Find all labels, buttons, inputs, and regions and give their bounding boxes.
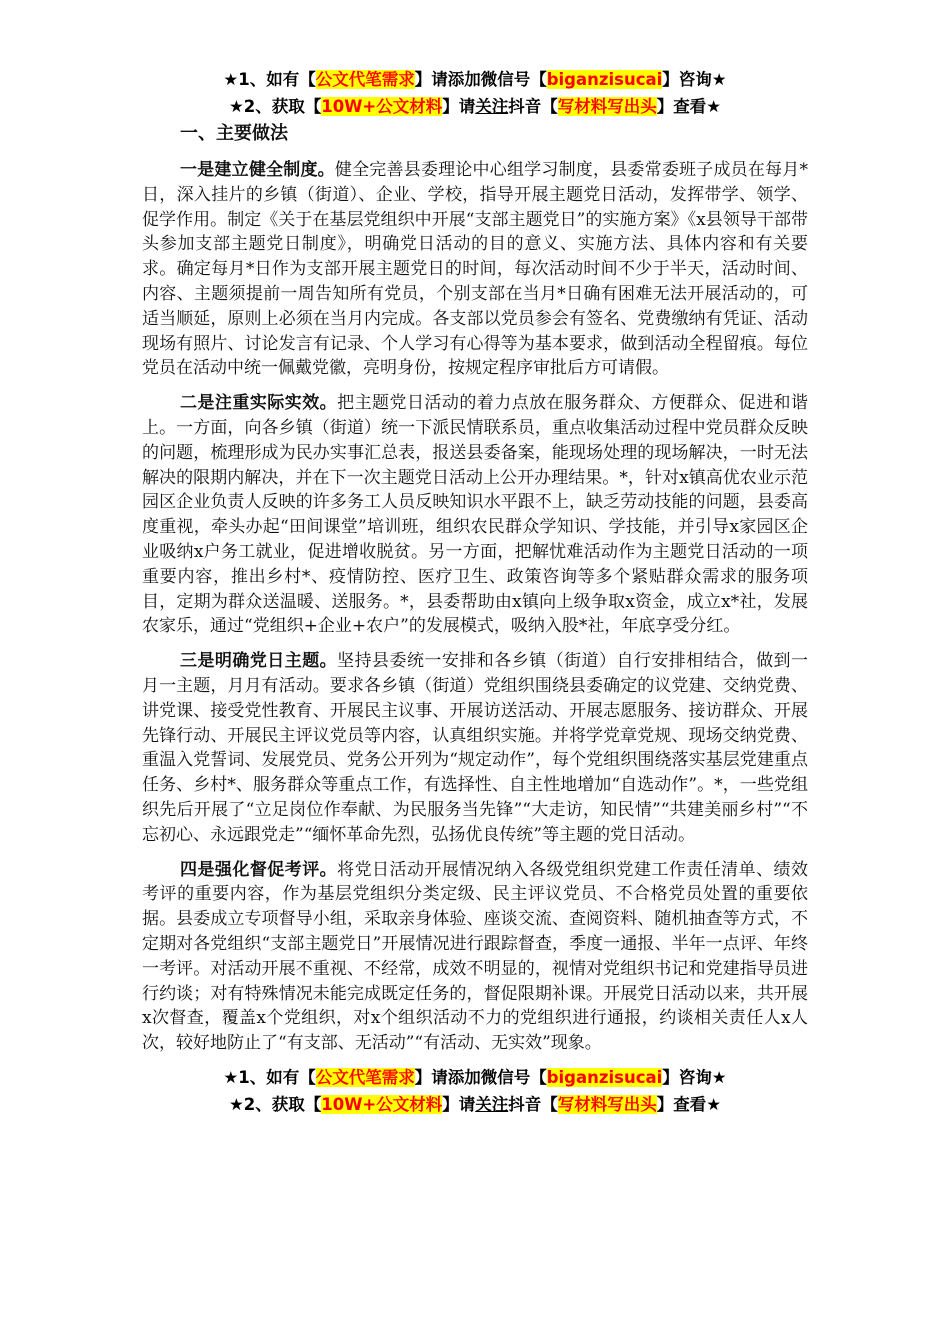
top-banner: [142, 66, 808, 120]
paragraph-lead: 一是建立健全制度。: [180, 160, 335, 180]
paragraph-body: 把主题党日活动的着力点放在服务群众、方便群众、促进和谐上。一方面，向各乡镇（街道）统一下派民情联系员，重点收集活动过程中党员群众反映的问题，梳理形成为民办实事汇总表，报送县委备案，能现场处理的现场解决，一时无法解决的限期内解决，并在下一次主题党日活动上公开办理结果。*，针对x镇高优农业示范园区企业负责人反映的许多务工人员反映知识水平跟不上，缺乏劳动技能的问题，县委高度重视，牵头办起“田间课堂”培训班，组织农民群众学知识、学技能，并引导x家园区企业吸纳x户务工就业，促进增收脱贫。另一方面，把解忧难活动作为主题党日活动的一项重要内容，推出乡村*、疫情防控、医疗卫生、政策咨询等多个紧贴群众需求的服务项目，定期为群众送温暖、送服务。*，县委帮助由x镇向上级争取x资金，成立x*社，发展农家乐，通过“党组织+企业+农户”的发展模式，吸纳入股*社，年底享受分红。: [142, 393, 809, 637]
paragraph-4: [142, 858, 808, 1056]
banner-text: ★1、如有【: [223, 1067, 316, 1087]
highlight-text: 公文代笔需求: [315, 1067, 415, 1087]
paragraph-body: 将党日活动开展情况纳入各级党组织党建工作责任清单、绩效考评的重要内容，作为基层党组织分类定级、民主评议党员、不合格党员处置的重要依据。县委成立专项督导小组，采取亲身体验、座谈交流、查阅资料、随机抽查等方式，不定期对各党组织“支部主题党日”开展情况进行跟踪督查，季度一通报、半年一点评、年终一考评。对活动开展不重视、不经常，成效不明显的，视情对党组织书记和党建指导员进行约谈；对有特殊情况未能完成既定任务的，督促限期补课。开展党日活动以来，共开展x次督查，覆盖x个党组织，对x个组织活动不力的党组织进行通报，约谈相关责任人x人次，较好地防止了“有支部、无活动”“有活动、无实效”现象。: [142, 859, 809, 1054]
paragraph-lead: 二是注重实际实效。: [180, 393, 338, 414]
highlight-text: 10W+公文材料: [321, 1094, 443, 1114]
paragraph-3: [142, 649, 808, 847]
paragraph-body: 坚持县委统一安排和各乡镇（街道）自行安排相结合，做到一月一主题，月月有活动。要求各乡镇（街道）党组织围绕县委确定的议党建、交纳党费、讲党课、接受党性教育、开展民主议事、开展访送活动、开展志愿服务、接访群众、开展先锋行动、开展民主评议党员等内容，认真组织实施。并将学党章党规、现场交纳党费、重温入党誓词、发展党员、党务公开列为“规定动作”，每个党组织围绕落实基层党建重点任务、乡村*、服务群众等重点工作，有选择性、自主性地增加“自选动作”。*，一些党组织先后开展了“立足岗位作奉献、为民服务当先锋”“大走访，知民情”“共建美丽乡村”“不忘初心、永远跟党走”“缅怀革命先烈，弘扬优良传统”等主题的党日活动。: [142, 651, 809, 845]
banner-text: 】咨询★: [662, 1067, 727, 1087]
wechat-id-highlight: biganzisucai: [546, 1067, 663, 1087]
emphasis-text: 添加: [447, 70, 481, 89]
banner-text: 】请: [414, 1067, 448, 1087]
emphasis-text: 关注: [475, 97, 509, 116]
banner-line-2: [142, 93, 808, 120]
emphasis-text: 添加: [447, 1067, 481, 1087]
banner-text: 微信号【: [480, 70, 547, 89]
banner-text: ★2、获取【: [228, 1094, 322, 1114]
banner-text: ★1、如有【: [223, 70, 316, 89]
banner-text: 】查看★: [656, 1094, 722, 1114]
paragraph-1: [142, 158, 808, 381]
highlight-text: 公文代笔需求: [315, 70, 415, 89]
bottom-banner: [142, 1064, 808, 1118]
banner-line-2: [142, 1091, 808, 1118]
douyin-id-highlight: 写材料写出头: [557, 1094, 657, 1114]
wechat-id-highlight: biganzisucai: [546, 70, 663, 89]
banner-text: 】请: [442, 1094, 476, 1114]
paragraph-body: 健全完善县委理论中心组学习制度，县委常委班子成员在每月*日，深入挂片的乡镇（街道）、企业、学校，指导开展主题党日活动，发挥带学、领学、促学作用。制定《关于在基层党组织中开展“支部主题党日”的实施方案》《x县领导干部带头参加支部主题党日制度》，明确党日活动的目的意义、实施方法、具体内容和有关要求。确定每月*日作为支部开展主题党日的时间，每次活动时间不少于半天，活动时间、内容、主题须提前一周告知所有党员，个别支部在当月*日确有困难无法开展活动的，可适当顺延，原则上必须在当月内完成。各支部以党员参会有签名、党费缴纳有凭证、活动现场有照片、讨论发言有记录、个人学习有心得等为基本要求，做到活动全程留痕。每位党员在活动中统一佩戴党徽，亮明身份，按规定程序审批后方可请假。: [142, 160, 808, 379]
banner-line-1: [142, 1064, 808, 1091]
banner-text: 】查看★: [656, 97, 722, 116]
document-page: [142, 66, 808, 1118]
banner-line-1: [142, 66, 808, 93]
paragraph-lead: 三是明确党日主题。: [180, 651, 338, 672]
section-title: 一、主要做法: [180, 123, 288, 144]
banner-text: 微信号【: [480, 1067, 547, 1087]
banner-text: 抖音【: [508, 1094, 558, 1114]
paragraph-lead: 四是强化督促考评。: [180, 859, 338, 880]
highlight-text: 10W+公文材料: [321, 97, 443, 116]
banner-text: 抖音【: [508, 97, 558, 116]
banner-text: ★2、获取【: [228, 97, 322, 116]
douyin-id-highlight: 写材料写出头: [557, 97, 657, 116]
emphasis-text: 关注: [475, 1094, 509, 1114]
banner-text: 】请: [442, 97, 476, 116]
paragraph-2: [142, 391, 808, 639]
banner-text: 】请: [414, 70, 448, 89]
banner-text: 】咨询★: [662, 70, 727, 89]
